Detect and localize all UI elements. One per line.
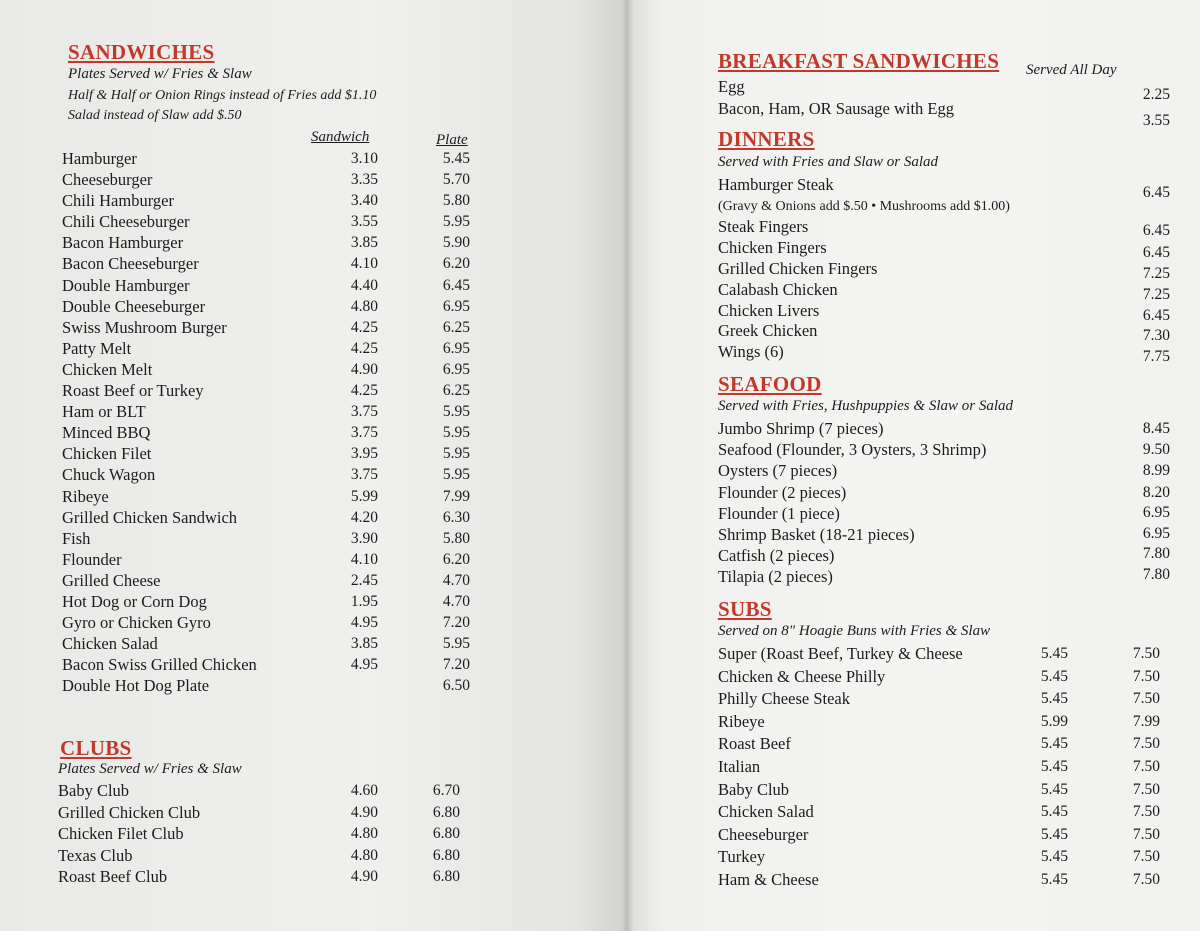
- sandwiches-fries-upgrade-note: Half & Half or Onion Rings instead of Fries add $1.10: [68, 88, 377, 103]
- menu-item: [62, 169, 482, 190]
- item-name: Flounder: [62, 549, 122, 569]
- menu-item: [718, 666, 1158, 689]
- sandwich-price: 4.25: [350, 318, 378, 336]
- item-name: Super (Roast Beef, Turkey & Cheese: [718, 644, 963, 663]
- plate-price: 5.80: [442, 529, 470, 547]
- item-price: 6.45: [1142, 222, 1170, 239]
- item-name: Flounder (2 pieces): [718, 482, 847, 502]
- menu-item: [718, 566, 1170, 587]
- item-name: Flounder (1 piece): [718, 503, 840, 523]
- item-name: Grilled Chicken Sandwich: [62, 507, 238, 527]
- sub-price: 5.45: [1040, 848, 1068, 866]
- item-name: Chicken Fingers: [718, 237, 827, 257]
- plate-price: 7.50: [1132, 690, 1160, 708]
- item-name: Chicken Filet Club: [58, 824, 184, 843]
- menu-item: [62, 675, 482, 696]
- item-name: Italian: [718, 756, 761, 776]
- sandwich-price: 5.99: [350, 487, 378, 505]
- menu-item: [62, 507, 482, 528]
- item-name: Bacon Swiss Grilled Chicken: [62, 655, 257, 675]
- item-name: Chicken & Cheese Philly: [718, 666, 886, 686]
- dinners-served-note: Served with Fries and Slaw or Salad: [718, 154, 938, 170]
- menu-item: [718, 216, 1170, 239]
- item-name: Ribeye: [718, 711, 765, 731]
- item-name: Hamburger: [62, 149, 137, 168]
- plate-price: 7.50: [1132, 803, 1160, 821]
- item-price: 6.45: [1142, 184, 1170, 201]
- menu-item: [62, 633, 482, 654]
- plate-price: 7.99: [442, 487, 470, 505]
- plate-price: 7.50: [1132, 780, 1160, 798]
- item-name: Ham & Cheese: [718, 869, 819, 889]
- item-name: Wings (6): [718, 342, 784, 362]
- menu-item: [62, 211, 482, 232]
- sandwiches-salad-upgrade-note: Salad instead of Slaw add $.50: [68, 108, 242, 123]
- sandwich-price: 4.90: [350, 803, 378, 821]
- item-name: Grilled Cheese: [62, 570, 161, 590]
- item-price: 7.25: [1142, 264, 1170, 282]
- sandwich-price: 3.40: [350, 192, 378, 210]
- plate-price: 6.80: [432, 825, 460, 842]
- sub-price: 5.45: [1040, 667, 1068, 685]
- plate-price: 5.95: [442, 635, 470, 653]
- menu-item: [718, 869, 1158, 892]
- plate-price: 7.50: [1132, 848, 1160, 866]
- menu-item: [718, 174, 1170, 201]
- sub-price: 5.45: [1040, 825, 1068, 843]
- item-price: 8.20: [1142, 483, 1170, 501]
- sandwich-price: 4.20: [350, 508, 378, 526]
- plate-price: 7.50: [1132, 667, 1160, 685]
- item-name: Roast Beef: [718, 734, 791, 754]
- plate-price: 6.30: [442, 508, 470, 526]
- item-name: Texas Club: [58, 845, 133, 865]
- item-name: Chicken Salad: [718, 802, 814, 822]
- breakfast-list: [718, 76, 1170, 129]
- menu-item: [718, 801, 1158, 824]
- item-name: Turkey: [718, 847, 766, 867]
- seafood-list: [718, 418, 1170, 588]
- menu-item: [62, 317, 482, 338]
- plate-price: 5.95: [442, 445, 470, 463]
- sandwich-price: 3.35: [350, 171, 378, 189]
- sandwich-price: 4.95: [350, 614, 378, 632]
- item-name: Ham or BLT: [62, 402, 146, 422]
- sub-price: 5.45: [1040, 757, 1068, 775]
- plate-price: 7.50: [1132, 757, 1160, 775]
- item-price: 2.25: [1142, 86, 1170, 103]
- subs-list: [718, 643, 1158, 892]
- item-name: Egg: [718, 77, 745, 96]
- menu-item: [62, 296, 482, 317]
- item-name: Roast Beef or Turkey: [62, 381, 204, 401]
- item-name: Tilapia (2 pieces): [718, 567, 833, 587]
- menu-item: [62, 338, 482, 359]
- sandwich-price: 4.90: [350, 868, 378, 885]
- menu-item: [718, 76, 1170, 103]
- item-name: Oysters (7 pieces): [718, 461, 838, 481]
- plate-price: 5.80: [442, 192, 470, 210]
- item-name: Swiss Mushroom Burger: [62, 317, 227, 337]
- menu-item: [62, 275, 482, 296]
- menu-item: [718, 779, 1158, 802]
- plate-price: 6.80: [432, 846, 460, 864]
- menu-item: [62, 549, 482, 570]
- breakfast-sandwiches-heading: BREAKFAST SANDWICHES: [718, 49, 1000, 73]
- menu-item: [718, 341, 1170, 366]
- item-name: Grilled Chicken Club: [58, 802, 201, 822]
- plate-price: 6.95: [442, 339, 470, 357]
- sandwich-price: 4.90: [350, 360, 378, 378]
- sandwich-price: 3.85: [350, 635, 378, 653]
- item-name: Catfish (2 pieces): [718, 546, 835, 566]
- menu-item: [62, 528, 482, 549]
- breakfast-served-all-day-note: Served All Day: [1026, 62, 1117, 78]
- plate-price: 6.20: [442, 255, 470, 273]
- sandwiches-plate-note: Plates Served w/ Fries & Slaw: [68, 66, 252, 82]
- sandwich-price: 4.40: [350, 276, 378, 294]
- sub-price: 5.45: [1040, 780, 1068, 798]
- menu-item: [62, 612, 482, 633]
- menu-item: [62, 190, 482, 211]
- sub-price: 5.45: [1040, 735, 1068, 753]
- item-name: Greek Chicken: [718, 321, 818, 341]
- item-name: Fish: [62, 528, 91, 548]
- item-name: Chicken Livers: [718, 300, 820, 320]
- sub-price: 5.45: [1040, 645, 1068, 662]
- plate-price: 7.50: [1132, 735, 1160, 753]
- menu-item: [62, 401, 482, 422]
- sandwich-price: 4.10: [350, 255, 378, 273]
- plate-price: 5.90: [442, 234, 470, 252]
- plate-price: 5.45: [442, 150, 470, 167]
- item-name: Double Hot Dog Plate: [62, 676, 210, 696]
- item-name: Philly Cheese Steak: [718, 689, 850, 709]
- plate-price: 4.70: [442, 571, 470, 589]
- menu-item: [58, 823, 478, 845]
- menu-fold: [622, 0, 634, 931]
- item-price: 9.50: [1142, 441, 1170, 459]
- sandwich-price: 2.45: [350, 571, 378, 589]
- plate-price: 6.70: [432, 782, 460, 799]
- clubs-heading: CLUBS: [60, 736, 132, 760]
- sandwich-price: 3.10: [350, 150, 378, 167]
- item-name: Chicken Melt: [62, 359, 153, 379]
- menu-item: [62, 654, 482, 675]
- item-name: Chicken Salad: [62, 634, 158, 654]
- sandwich-price: 4.25: [350, 339, 378, 357]
- item-price: 3.55: [1142, 111, 1170, 129]
- menu-item: [718, 545, 1170, 566]
- plate-price: 7.20: [442, 656, 470, 674]
- sandwich-price: 3.75: [350, 424, 378, 442]
- item-name: Seafood (Flounder, 3 Oysters, 3 Shrimp): [718, 440, 987, 460]
- dinners-heading: DINNERS: [718, 127, 815, 151]
- item-name: Minced BBQ: [62, 423, 151, 443]
- item-price: 7.80: [1142, 545, 1170, 563]
- plate-price: 5.70: [442, 171, 470, 189]
- menu-item: [718, 733, 1158, 756]
- clubs-plate-note: Plates Served w/ Fries & Slaw: [58, 761, 242, 777]
- item-name: Chili Cheeseburger: [62, 212, 190, 232]
- plate-price: 7.50: [1132, 870, 1160, 888]
- clubs-list: [58, 780, 478, 888]
- menu-item: [62, 380, 482, 401]
- menu-item: [718, 439, 1170, 460]
- menu-item: [718, 279, 1170, 303]
- dinners-list: [718, 216, 1170, 366]
- sandwich-price: 4.95: [350, 656, 378, 674]
- menu-item: [718, 482, 1170, 503]
- hamburger-steak-addon-note: (Gravy & Onions add $.50 • Mushrooms add $1.00): [718, 199, 1010, 214]
- item-name: Hamburger Steak: [718, 175, 834, 194]
- seafood-served-note: Served with Fries, Hushpuppies & Slaw or Salad: [718, 398, 1013, 414]
- item-price: 7.75: [1142, 348, 1170, 366]
- item-price: 7.80: [1142, 566, 1170, 584]
- plate-price: 7.99: [1132, 712, 1160, 730]
- sandwich-price: 3.85: [350, 234, 378, 252]
- sub-price: 5.45: [1040, 803, 1068, 821]
- menu-item: [62, 464, 482, 485]
- menu-item: [62, 486, 482, 507]
- plate-price: 7.20: [442, 614, 470, 632]
- item-name: Chuck Wagon: [62, 465, 156, 485]
- subs-heading: SUBS: [718, 597, 772, 621]
- item-name: Chicken Filet: [62, 444, 152, 464]
- plate-price: 6.50: [442, 677, 470, 695]
- menu-item: [718, 418, 1170, 439]
- sub-price: 5.45: [1040, 690, 1068, 708]
- item-name: Grilled Chicken Fingers: [718, 258, 878, 278]
- item-price: 7.25: [1142, 285, 1170, 303]
- menu-item: [58, 780, 478, 802]
- plate-price: 5.95: [442, 403, 470, 421]
- sandwich-price: 3.75: [350, 466, 378, 484]
- item-price: 8.99: [1142, 462, 1170, 480]
- plate-price: 6.95: [442, 297, 470, 315]
- item-price: 6.45: [1142, 243, 1170, 261]
- plate-price: 6.45: [442, 276, 470, 294]
- item-name: Gyro or Chicken Gyro: [62, 613, 211, 633]
- plate-price: 4.70: [442, 592, 470, 610]
- menu-item: [718, 300, 1170, 324]
- item-price: 6.45: [1142, 306, 1170, 324]
- item-price: 6.95: [1142, 503, 1170, 521]
- sandwiches-heading: SANDWICHES: [68, 40, 215, 64]
- menu-item: [58, 845, 478, 867]
- plate-price: 5.95: [442, 466, 470, 484]
- menu-item: [718, 460, 1170, 481]
- menu-item: [718, 756, 1158, 779]
- menu-item: [718, 524, 1170, 545]
- item-price: 8.45: [1142, 420, 1170, 437]
- menu-item: [62, 570, 482, 591]
- menu-item: [62, 591, 482, 612]
- menu-item: [62, 359, 482, 380]
- item-price: 6.95: [1142, 524, 1170, 542]
- menu-item: [62, 253, 482, 274]
- plate-price: 7.50: [1132, 645, 1160, 662]
- menu-item: [718, 503, 1170, 524]
- sandwich-price: 3.75: [350, 403, 378, 421]
- sandwich-price: 4.60: [350, 782, 378, 799]
- item-name: Patty Melt: [62, 338, 132, 358]
- item-price: 7.30: [1142, 327, 1170, 345]
- menu-item: [718, 824, 1158, 847]
- menu-item: [718, 643, 1158, 666]
- sandwich-column-header: Sandwich: [311, 129, 370, 145]
- sandwich-price: 1.95: [350, 592, 378, 610]
- sandwiches-list: [62, 148, 482, 696]
- sandwich-price: 4.25: [350, 382, 378, 400]
- item-name: Double Hamburger: [62, 275, 190, 295]
- menu-item: [58, 866, 478, 888]
- seafood-heading: SEAFOOD: [718, 372, 822, 396]
- menu-item: [718, 258, 1170, 282]
- item-name: Cheeseburger: [62, 170, 153, 190]
- sandwich-price: 3.55: [350, 213, 378, 231]
- menu-item: [62, 443, 482, 464]
- sub-price: 5.99: [1040, 712, 1068, 730]
- item-name: Shrimp Basket (18-21 pieces): [718, 524, 915, 544]
- item-name: Calabash Chicken: [718, 279, 838, 299]
- item-name: Cheeseburger: [718, 824, 809, 844]
- plate-price: 5.95: [442, 424, 470, 442]
- plate-price: 6.25: [442, 382, 470, 400]
- subs-served-note: Served on 8" Hoagie Buns with Fries & Slaw: [718, 623, 991, 639]
- sandwich-price: 4.80: [350, 846, 378, 864]
- item-name: Double Cheeseburger: [62, 296, 206, 316]
- menu-item: [718, 688, 1158, 711]
- item-name: Jumbo Shrimp (7 pieces): [718, 419, 884, 438]
- menu-item: [62, 232, 482, 253]
- plate-price: 7.50: [1132, 825, 1160, 843]
- sandwich-price: 4.10: [350, 550, 378, 568]
- menu-item: [718, 320, 1170, 345]
- plate-price: 6.25: [442, 318, 470, 336]
- menu-item: [718, 237, 1170, 261]
- item-name: Bacon Hamburger: [62, 233, 184, 253]
- menu-item: [718, 711, 1158, 734]
- plate-price: 6.80: [432, 868, 460, 885]
- plate-price: 6.80: [432, 803, 460, 821]
- plate-price: 6.20: [442, 550, 470, 568]
- item-name: Roast Beef Club: [58, 867, 168, 886]
- item-name: Bacon, Ham, OR Sausage with Egg: [718, 98, 955, 118]
- item-name: Ribeye: [62, 486, 109, 506]
- menu-item: [62, 422, 482, 443]
- sub-price: 5.45: [1040, 870, 1068, 888]
- item-name: Bacon Cheeseburger: [62, 254, 199, 274]
- item-name: Chili Hamburger: [62, 191, 174, 211]
- item-name: Steak Fingers: [718, 217, 809, 236]
- item-name: Baby Club: [718, 779, 790, 799]
- sandwich-price: 3.90: [350, 529, 378, 547]
- plate-column-header: Plate: [436, 132, 468, 148]
- sandwich-price: 4.80: [350, 825, 378, 842]
- sandwich-price: 3.95: [350, 445, 378, 463]
- menu-item: [62, 148, 482, 169]
- item-name: Hot Dog or Corn Dog: [62, 591, 207, 611]
- menu-item: [718, 98, 1170, 129]
- menu-item: [718, 846, 1158, 869]
- plate-price: 5.95: [442, 213, 470, 231]
- plate-price: 6.95: [442, 360, 470, 378]
- menu-item: [58, 802, 478, 824]
- item-name: Baby Club: [58, 781, 130, 800]
- sandwich-price: 4.80: [350, 297, 378, 315]
